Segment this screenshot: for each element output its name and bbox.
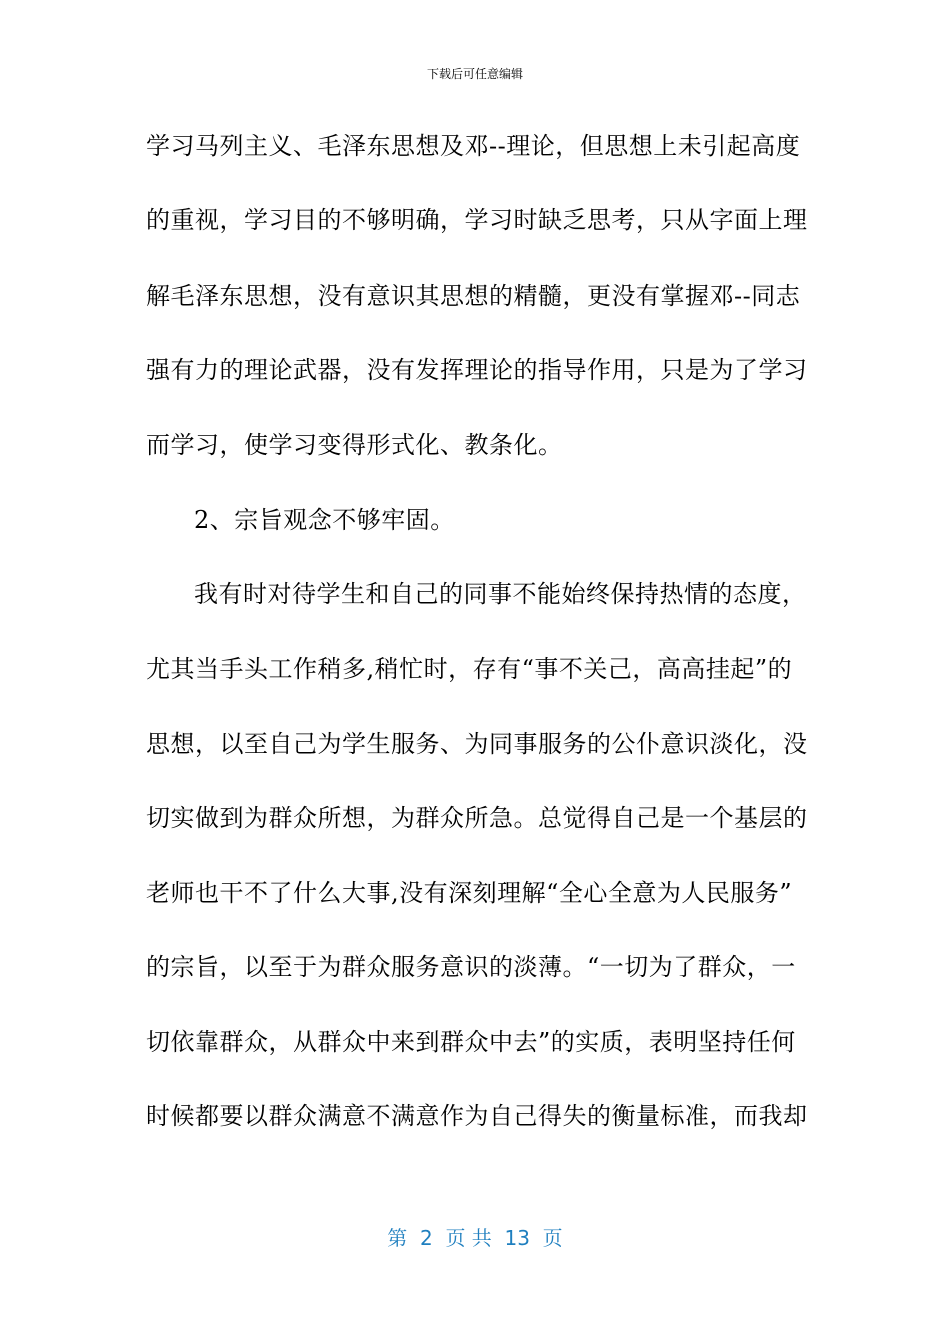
body-line: 解毛泽东思想，没有意识其思想的精髓，更没有掌握邓--同志 bbox=[146, 282, 801, 310]
section-heading: 2、宗旨观念不够牢固。 bbox=[194, 506, 455, 534]
body-line: 尤其当手头工作稍多,稍忙时，存有“事不关己，高高挂起”的 bbox=[146, 655, 793, 683]
body-line: 学习马列主义、毛泽东思想及邓--理论，但思想上未引起高度 bbox=[146, 132, 801, 160]
body-line: 切实做到为群众所想，为群众所急。总觉得自己是一个基层的 bbox=[146, 804, 808, 832]
page-number-footer bbox=[0, 1225, 950, 1251]
body-line: 的宗旨，以至于为群众服务意识的淡薄。“一切为了群众，一 bbox=[146, 953, 796, 981]
body-line: 思想，以至自己为学生服务、为同事服务的公仆意识淡化，没 bbox=[146, 730, 808, 758]
body-line: 强有力的理论武器，没有发挥理论的指导作用，只是为了学习 bbox=[146, 356, 808, 384]
body-line: 切依靠群众，从群众中来到群众中去”的实质，表明坚持任何 bbox=[146, 1028, 796, 1056]
body-line: 老师也干不了什么大事,没有深刻理解“全心全意为人民服务” bbox=[146, 879, 793, 907]
body-line: 时候都要以群众满意不满意作为自己得失的衡量标准，而我却 bbox=[146, 1102, 808, 1130]
page-number-text: 第 2 页 共 13 页 bbox=[387, 1226, 563, 1250]
header-note: 下载后可任意编辑 bbox=[426, 67, 523, 81]
paragraph-first-line: 我有时对待学生和自己的同事不能始终保持热情的态度， bbox=[194, 580, 807, 608]
body-line: 的重视，学习目的不够明确，学习时缺乏思考，只从字面上理 bbox=[146, 206, 808, 234]
body-line: 而学习，使学习变得形式化、教条化。 bbox=[146, 431, 563, 459]
